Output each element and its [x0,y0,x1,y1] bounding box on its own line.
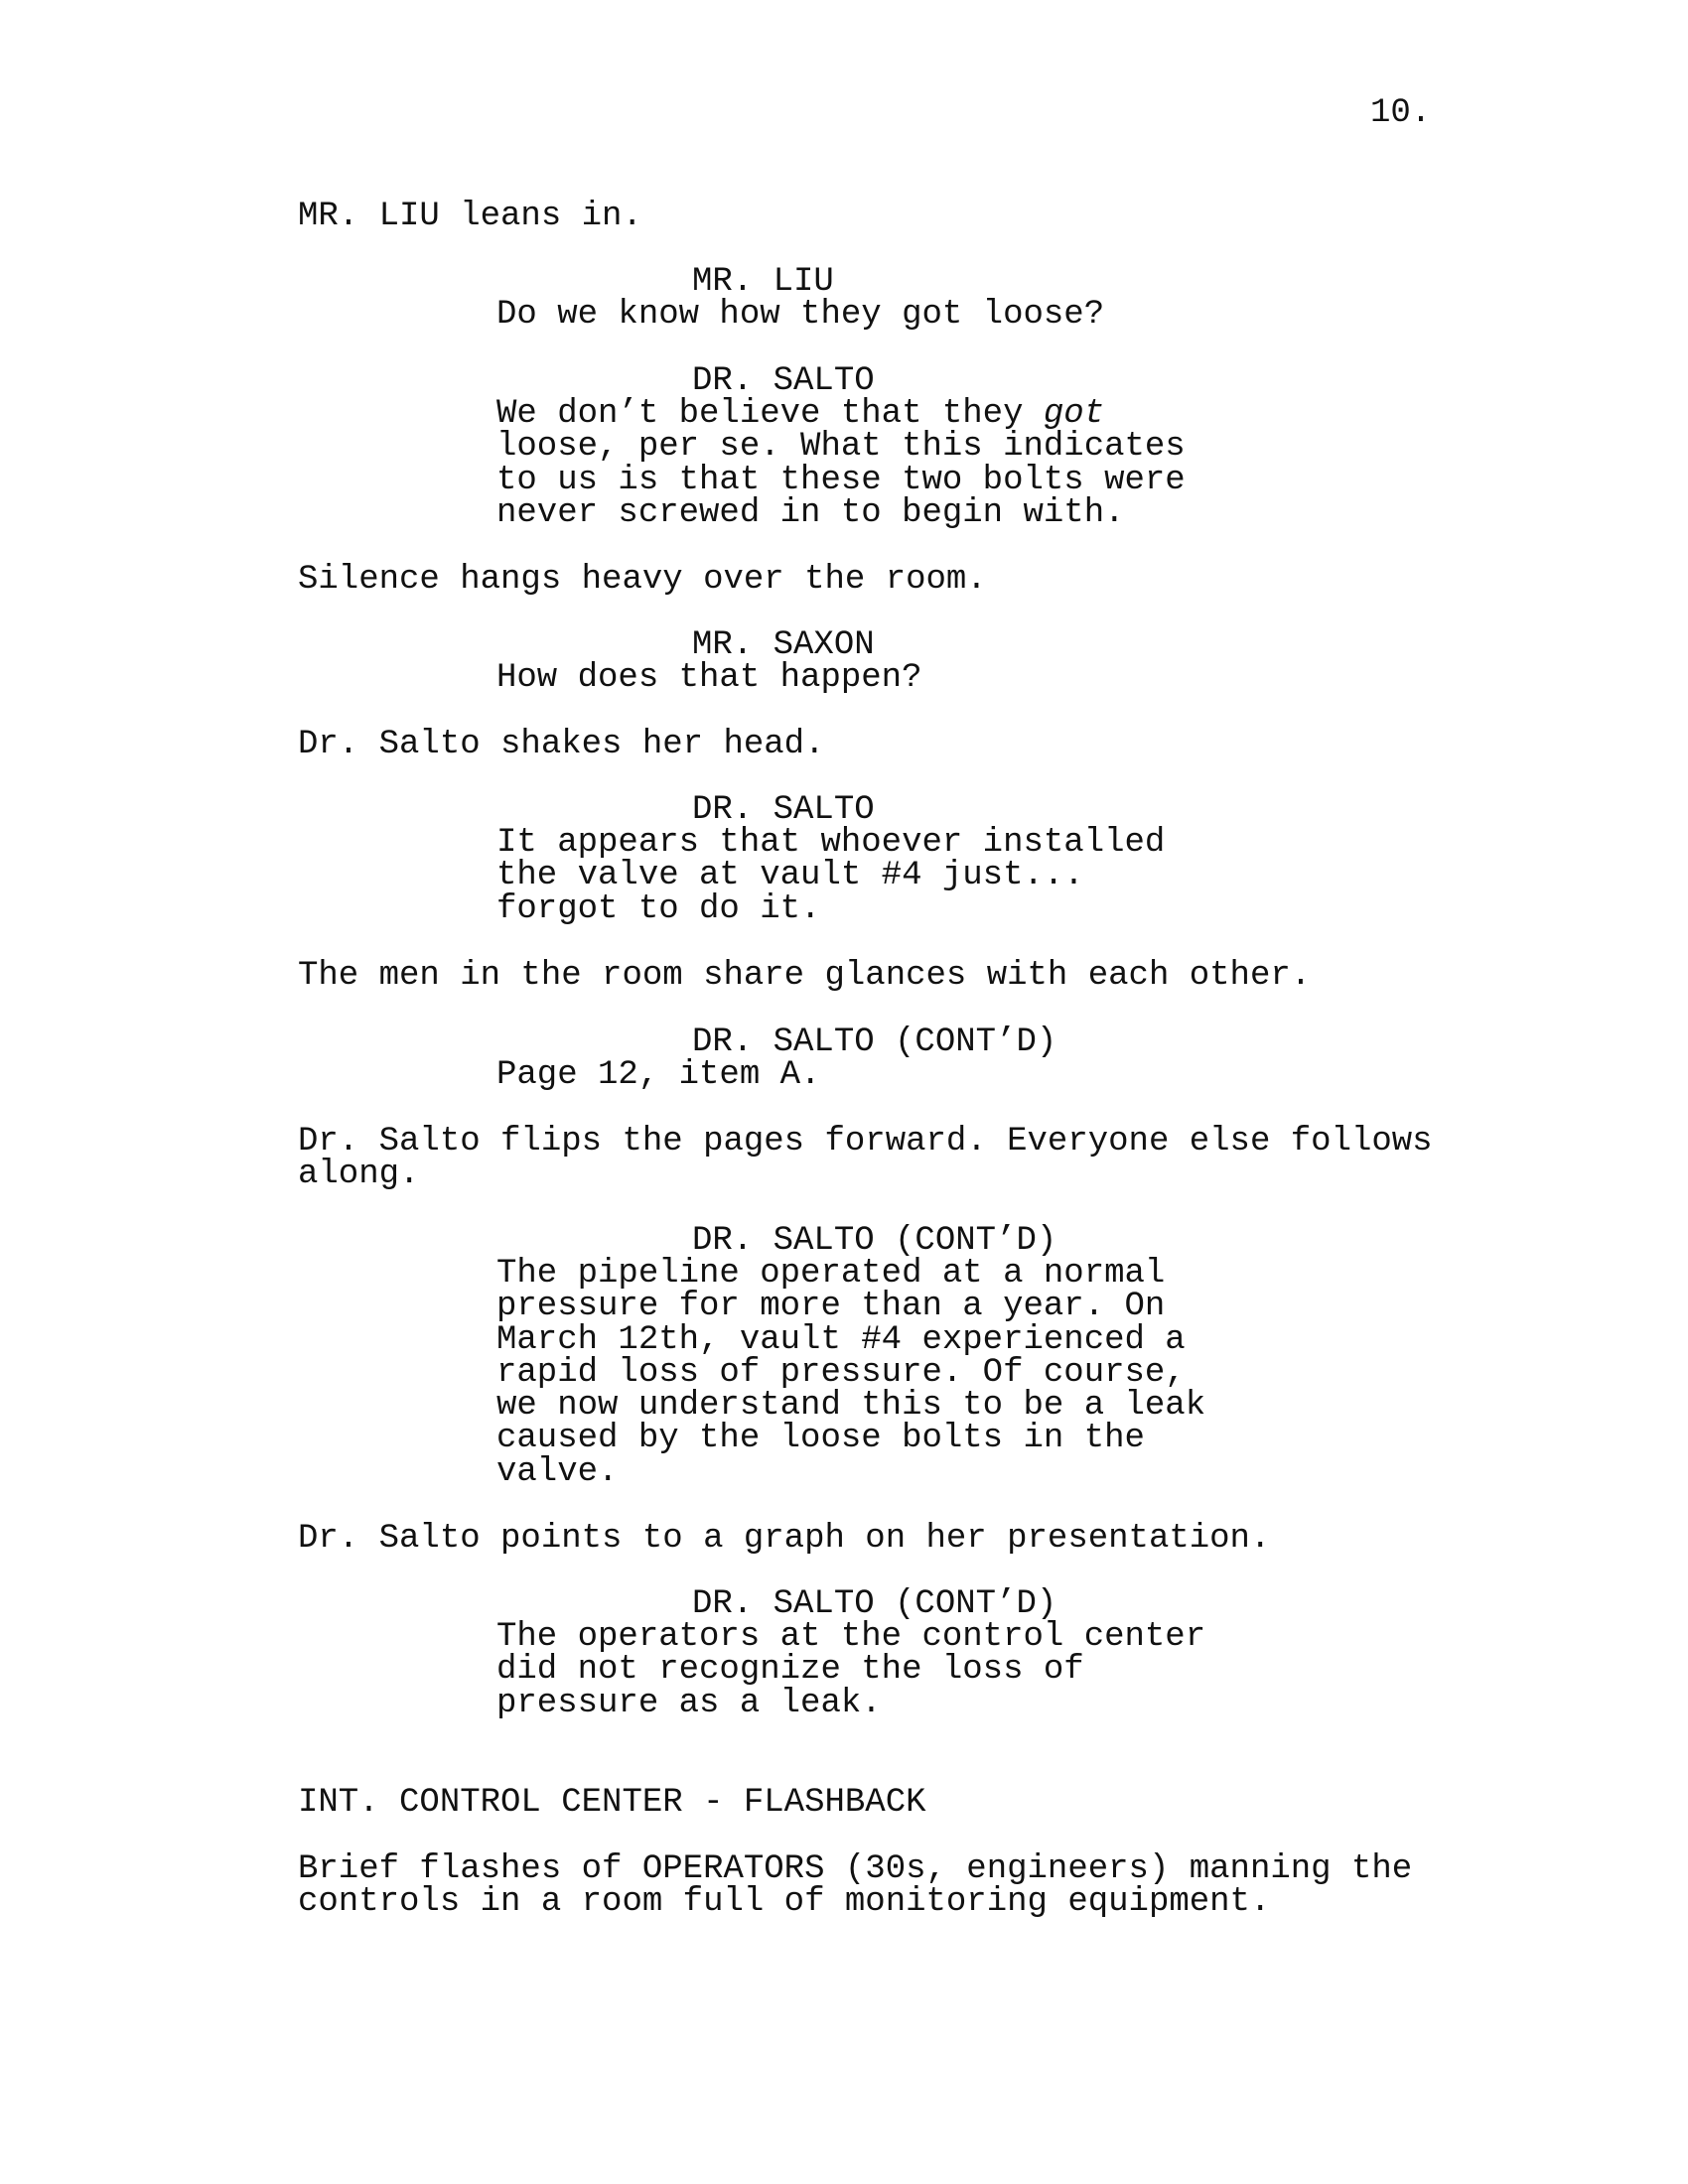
text-line: INT. CONTROL CENTER - FLASHBACK [298,1784,926,1822]
text-line: DR. SALTO (CONT’D) [692,1585,1057,1623]
text-line: The men in the room share glances with each other. [298,957,1312,995]
text-line: DR. SALTO [692,791,875,829]
action-line [298,726,825,763]
dialogue-block [496,659,922,697]
text-line: It appears that whoever installed [496,824,1166,862]
text-line: Dr. Salto flips the pages forward. Everyone else follows [298,1123,1433,1160]
text-line: Page 12, item A. [496,1056,821,1094]
text-line: forgot to do it. [496,889,821,928]
dialogue-block [496,296,1105,334]
character-cue [692,791,875,829]
text-line: MR. LIU [692,263,834,301]
dialogue-block [496,395,1186,532]
text-line: never screwed in to begin with. [496,493,1125,532]
text-line: pressure as a leak. [496,1684,882,1722]
text-line: valve. [496,1452,619,1491]
dialogue-block [496,1056,821,1094]
action-line [298,1520,1271,1558]
dialogue-block [496,1255,1206,1491]
scene-heading [298,1784,926,1822]
text-line: caused by the loose bolts in the [496,1420,1145,1458]
text-line: rapid loss of pressure. Of course, [496,1353,1186,1392]
text-line: DR. SALTO [692,362,875,400]
character-cue [692,1222,1057,1260]
text-line: Dr. Salto shakes her head. [298,726,825,763]
text-line: to us is that these two bolts were [496,461,1186,499]
action-line [298,198,642,235]
text-line: The pipeline operated at a normal [496,1255,1166,1293]
text-line: pressure for more than a year. On [496,1288,1166,1326]
text-line: The operators at the control center [496,1618,1206,1656]
text-line: Do we know how they got loose? [496,296,1105,334]
text-line: Brief flashes of OPERATORS (30s, engineers) manning the [298,1850,1413,1888]
text-line: Dr. Salto points to a graph on her presentation. [298,1520,1271,1558]
text-line: DR. SALTO (CONT’D) [692,1024,1057,1061]
character-cue [692,1585,1057,1623]
character-cue [692,263,834,301]
text-line: MR. LIU leans in. [298,198,642,235]
text-line: How does that happen? [496,659,922,697]
text-line: the valve at vault #4 just... [496,857,1084,895]
text-line: Silence hangs heavy over the room. [298,561,987,599]
action-line [298,561,987,599]
character-cue [692,362,875,400]
dialogue-block [496,824,1166,928]
text-line: loose, per se. What this indicates [496,428,1186,467]
action-line [298,1850,1413,1922]
text-line: We don’t believe that they got [496,395,1105,433]
text-line: along. [298,1156,420,1194]
page-number: 10. [1370,94,1432,132]
text-line: did not recognize the loss of [496,1651,1084,1690]
character-cue [692,1026,1056,1059]
text-line: DR. SALTO (CONT’D) [692,1222,1057,1260]
character-cue [692,626,875,664]
dialogue-block [496,1618,1206,1722]
text-line: controls in a room full of monitoring equipment. [298,1883,1271,1922]
text-line: we now understand this to be a leak [496,1387,1206,1426]
action-line [298,1123,1433,1194]
text-line: March 12th, vault #4 experienced a [496,1320,1186,1359]
emphasized-word: got [1043,395,1105,433]
text-line: MR. SAXON [692,626,875,664]
action-line [298,957,1312,995]
